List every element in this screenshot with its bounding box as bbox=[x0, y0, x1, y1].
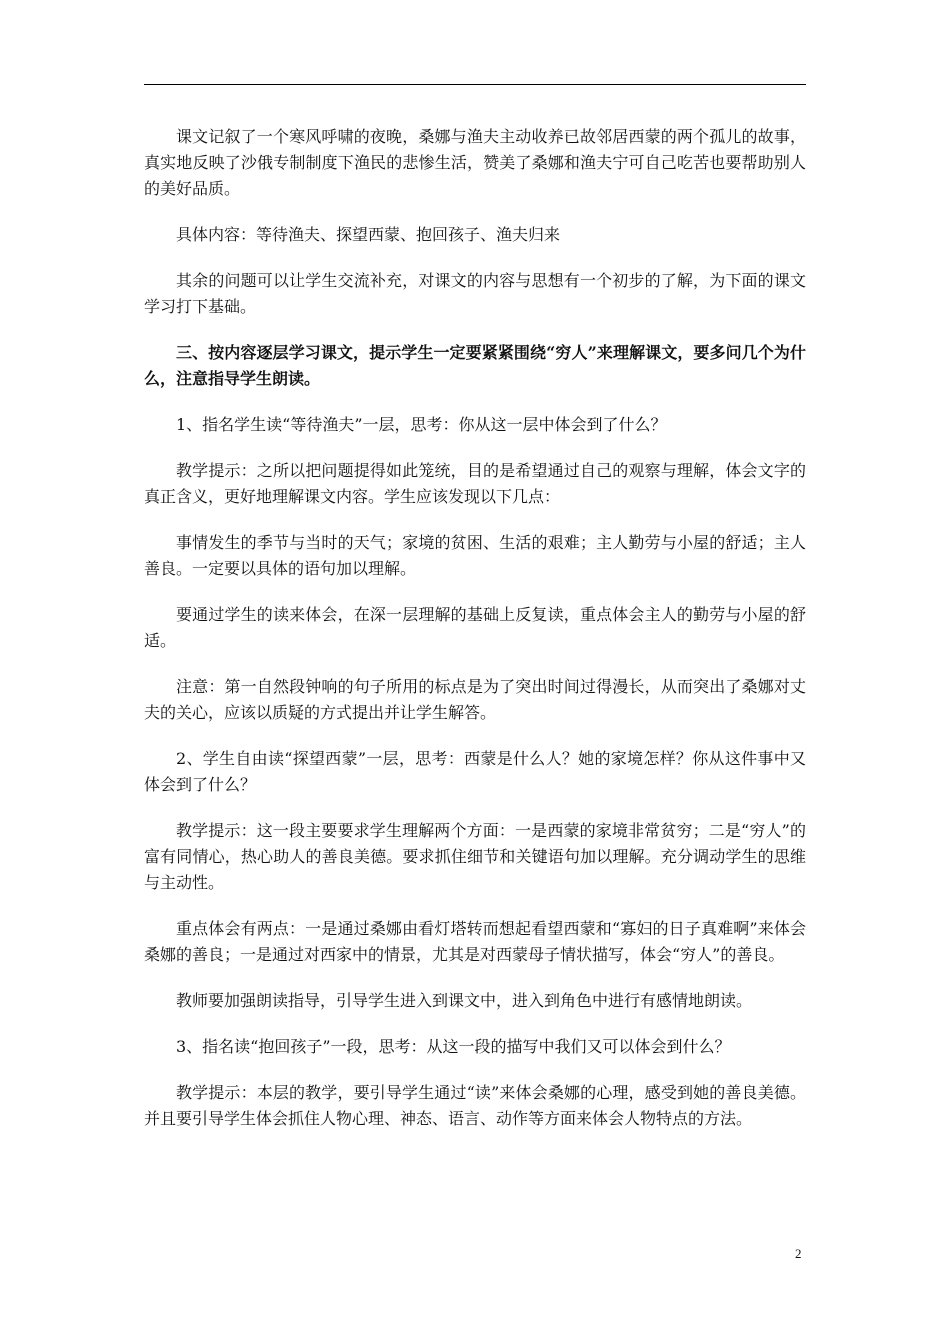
paragraph: 注意：第一自然段钟响的句子所用的标点是为了突出时间过得漫长，从而突出了桑娜对丈夫的关心，应该以质疑的方式提出并让学生解答。 bbox=[144, 677, 806, 722]
header-rule bbox=[144, 84, 806, 85]
document-body bbox=[144, 124, 806, 1152]
section-heading: 三、按内容逐层学习课文，提示学生一定要紧紧围绕“穷人”来理解课文，要多问几个为什么，注意指导学生朗读。 bbox=[144, 343, 806, 388]
paragraph: 3、指名读“抱回孩子”一段，思考：从这一段的描写中我们又可以体会到什么？ bbox=[176, 1037, 731, 1056]
paragraph: 2、学生自由读“探望西蒙”一层，思考：西蒙是什么人？她的家境怎样？你从这件事中又体会到了什么？ bbox=[144, 749, 806, 794]
paragraph: 课文记叙了一个寒风呼啸的夜晚，桑娜与渔夫主动收养已故邻居西蒙的两个孤儿的故事，真实地反映了沙俄专制制度下渔民的悲惨生活，赞美了桑娜和渔夫宁可自己吃苦也要帮助别人的美好品质。 bbox=[144, 127, 806, 198]
paragraph: 事情发生的季节与当时的天气；家境的贫困、生活的艰难；主人勤劳与小屋的舒适；主人善良。一定要以具体的语句加以理解。 bbox=[144, 533, 806, 578]
paragraph: 教学提示：之所以把问题提得如此笼统，目的是希望通过自己的观察与理解，体会文字的真正含义，更好地理解课文内容。学生应该发现以下几点： bbox=[144, 461, 806, 506]
paragraph: 重点体会有两点：一是通过桑娜由看灯塔转而想起看望西蒙和“寡妇的日子真难啊”来体会桑娜的善良；一是通过对西家中的情景，尤其是对西蒙母子情状描写，体会“穷人”的善良。 bbox=[144, 919, 806, 964]
paragraph: 具体内容：等待渔夫、探望西蒙、抱回孩子、渔夫归来 bbox=[176, 225, 561, 244]
paragraph: 教师要加强朗读指导，引导学生进入到课文中，进入到角色中进行有感情地朗读。 bbox=[176, 991, 753, 1010]
paragraph: 其余的问题可以让学生交流补充，对课文的内容与思想有一个初步的了解，为下面的课文学习打下基础。 bbox=[144, 271, 806, 316]
page-number: 2 bbox=[795, 1246, 802, 1261]
paragraph: 1、指名学生读“等待渔夫”一层，思考：你从这一层中体会到了什么？ bbox=[176, 415, 667, 434]
paragraph: 教学提示：本层的教学，要引导学生通过“读”来体会桑娜的心理，感受到她的善良美德。并且要引导学生体会抓住人物心理、神态、语言、动作等方面来体会人物特点的方法。 bbox=[144, 1083, 806, 1128]
paragraph: 教学提示：这一段主要要求学生理解两个方面：一是西蒙的家境非常贫穷；二是“穷人”的富有同情心，热心助人的善良美德。要求抓住细节和关键语句加以理解。充分调动学生的思维与主动性。 bbox=[144, 821, 806, 892]
paragraph: 要通过学生的读来体会，在深一层理解的基础上反复读，重点体会主人的勤劳与小屋的舒适。 bbox=[144, 605, 806, 650]
